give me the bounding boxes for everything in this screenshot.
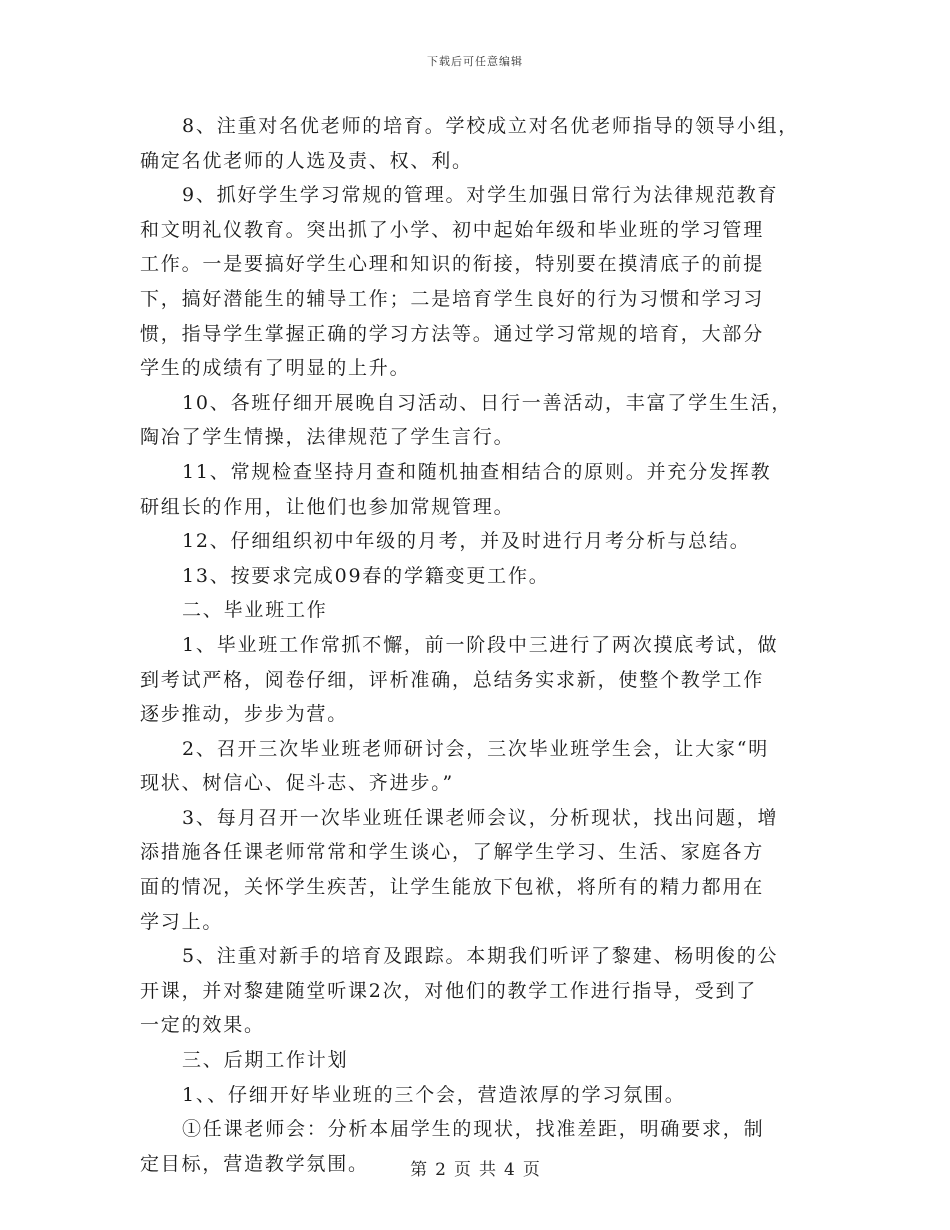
text-line: ①任课老师会：分析本届学生的现状，找准差距，明确要求，制 (182, 1118, 765, 1141)
text-line: 三、后期工作计划 (182, 1049, 349, 1072)
text-line: 一定的效果。 (140, 1014, 265, 1037)
text-line: 现状、树信心、促斗志、齐进步。” (140, 772, 455, 795)
text-line: 确定名优老师的人选及责、权、利。 (140, 149, 473, 172)
text-line: 逐步推动，步步为营。 (140, 703, 349, 726)
text-line: 5、注重对新手的培育及跟踪。本期我们听评了黎建、杨明俊的公 (182, 945, 779, 968)
footer-page-word: 页 (454, 1160, 471, 1180)
text-line: 面的情况，关怀学生疾苦，让学生能放下包袱，将所有的精力都用在 (140, 876, 765, 899)
text-line: 陶冶了学生情操，法律规范了学生言行。 (140, 426, 515, 449)
footer-suffix: 页 (522, 1160, 540, 1180)
text-line: 工作。一是要搞好学生心理和知识的衔接，特别要在摸清底子的前提 (140, 253, 765, 276)
text-line: 研组长的作用，让他们也参加常规管理。 (140, 495, 515, 518)
text-line: 3、每月召开一次毕业班任课老师会议，分析现状，找出问题，增 (182, 806, 779, 829)
text-line: 12、仔细组织初中年级的月考，并及时进行月考分析与总结。 (182, 530, 751, 553)
page-header: 下载后可任意编辑 (427, 55, 523, 68)
text-line: 2、召开三次毕业班老师研讨会，三次毕业班学生会，让大家“明 (182, 737, 770, 760)
text-line: 1、毕业班工作常抓不懈，前一阶段中三进行了两次摸底考试，做 (182, 633, 779, 656)
text-line: 11、常规检查坚持月查和随机抽查相结合的原则。并充分发挥教 (182, 460, 772, 483)
text-line: 添措施各任课老师常常和学生谈心，了解学生学习、生活、家庭各方 (140, 841, 765, 864)
text-line: 定目标，营造教学氛围。 (140, 1152, 369, 1175)
text-line: 9、抓好学生学习常规的管理。对学生加强日常行为法律规范教育 (182, 184, 779, 207)
text-line: 开课，并对黎建随堂听课2次，对他们的教学工作进行指导，受到了 (140, 979, 758, 1002)
document-body (140, 109, 810, 1181)
footer-total-word: 共 (479, 1160, 496, 1180)
text-line: 10、各班仔细开展晚自习活动、日行一善活动，丰富了学生生活， (182, 391, 793, 414)
text-line: 学习上。 (140, 910, 224, 933)
footer-current-page: 2 (435, 1160, 446, 1180)
text-line: 1、、仔细开好毕业班的三个会，营造浓厚的学习氛围。 (182, 1083, 686, 1106)
page-footer (0, 1155, 950, 1180)
footer-prefix: 第 (410, 1160, 428, 1180)
text-line: 到考试严格，阅卷仔细，评析准确，总结务实求新，使整个教学工作 (140, 668, 765, 691)
text-line: 8、注重对名优老师的培育。学校成立对名优老师指导的领导小组， (182, 115, 800, 137)
text-line: 惯，指导学生掌握正确的学习方法等。通过学习常规的培育，大部分 (140, 322, 765, 345)
text-line: 学生的成绩有了明显的上升。 (140, 357, 411, 380)
text-line: 13、按要求完成09春的学籍变更工作。 (182, 564, 550, 587)
text-line: 和文明礼仪教育。突出抓了小学、初中起始年级和毕业班的学习管理 (140, 218, 765, 241)
text-line: 二、毕业班工作 (182, 599, 328, 622)
footer-total-pages: 4 (504, 1160, 515, 1180)
text-line: 下，搞好潜能生的辅导工作；二是培育学生良好的行为习惯和学习习 (140, 287, 765, 310)
